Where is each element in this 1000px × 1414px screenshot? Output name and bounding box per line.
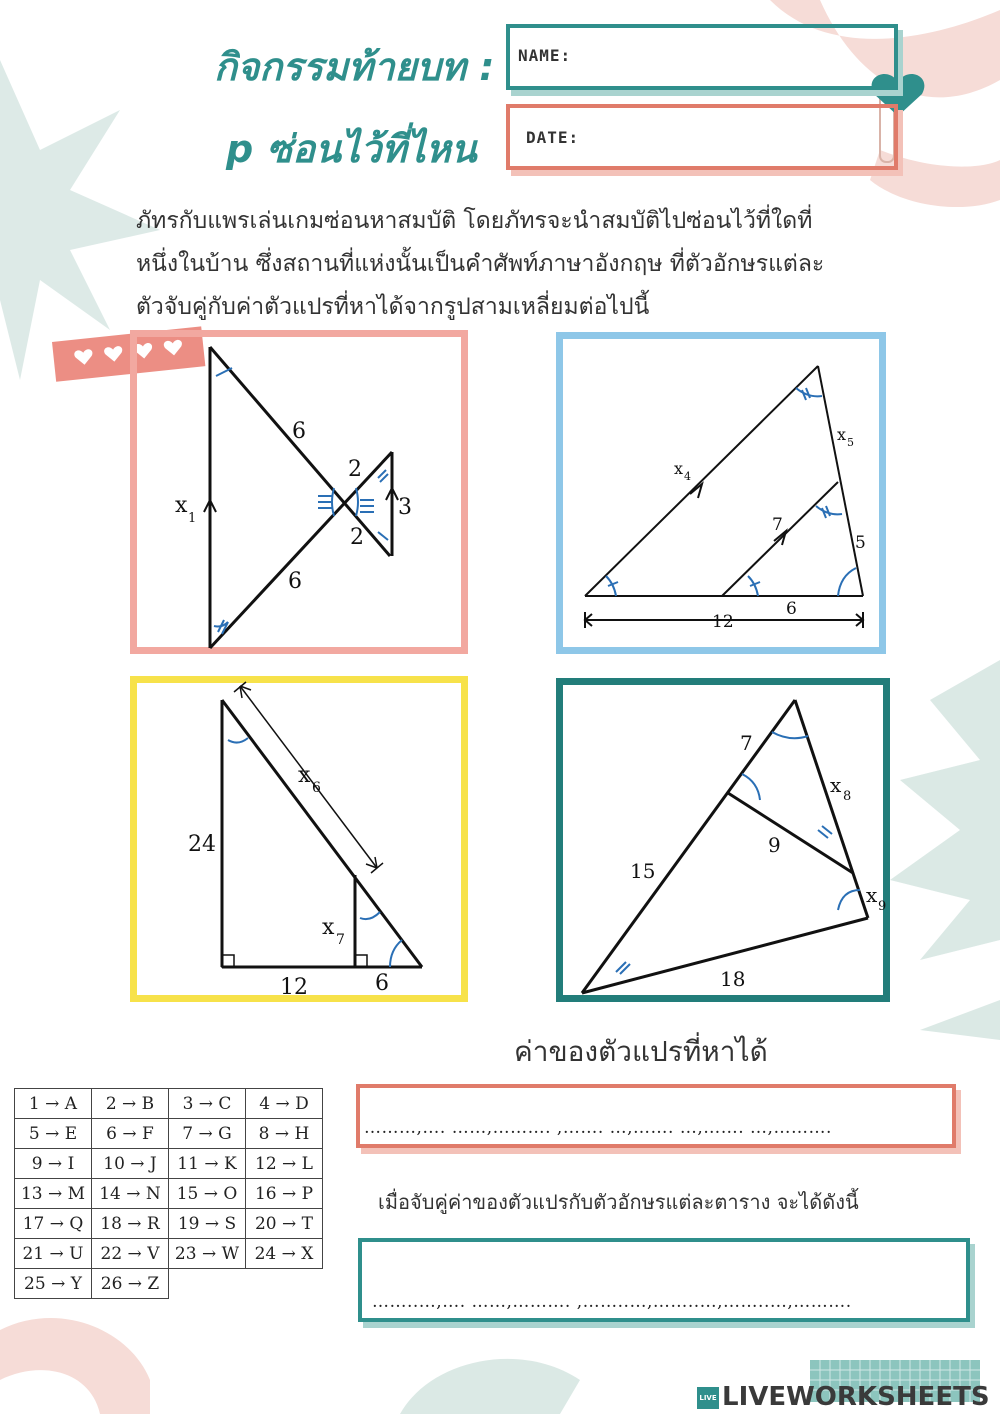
fig2-label-7: 7	[772, 515, 783, 535]
fig4-x8-label: x	[830, 773, 842, 797]
fig3-x7-sub: 7	[336, 932, 345, 948]
fig1-label-2a: 2	[348, 457, 362, 482]
date-label: DATE:	[526, 128, 580, 147]
figure-1	[204, 347, 398, 648]
fig3-label-6: 6	[375, 971, 389, 996]
values-heading: ค่าของตัวแปรที่หาได้	[514, 1035, 768, 1068]
fig2-label-5: 5	[855, 533, 866, 553]
map-cell: 20 → T	[246, 1209, 323, 1239]
fig2-label-12: 12	[712, 612, 734, 632]
map-cell: 3 → C	[169, 1089, 246, 1119]
logo-badge-icon: LIVE	[697, 1387, 719, 1409]
letter-map-table	[14, 1088, 323, 1299]
table-row	[15, 1089, 323, 1119]
map-cell: 26 → Z	[92, 1269, 169, 1299]
map-cell: 24 → X	[246, 1239, 323, 1269]
fig4-x9-label: x	[866, 883, 878, 907]
fig4-label-15: 15	[630, 859, 656, 883]
table-row	[15, 1179, 323, 1209]
intro-line-1: ภัทรกับแพรเล่นเกมซ่อนหาสมบัติ โดยภัทรจะนำสมบัติไปซ่อนไว้ที่ใดที่	[136, 208, 813, 234]
fig3-x6-label: x	[298, 763, 311, 788]
figure-4	[582, 700, 868, 993]
map-cell: 5 → E	[15, 1119, 92, 1149]
fig2-label-6: 6	[786, 599, 797, 619]
fig3-label-24: 24	[188, 832, 216, 857]
fig4-x9-sub: 9	[878, 899, 887, 914]
fig1-label-6a: 6	[292, 419, 306, 444]
table-row	[15, 1239, 323, 1269]
map-cell: 15 → O	[169, 1179, 246, 1209]
fig3-label-12: 12	[280, 975, 308, 1000]
title-line-2: p ซ่อนไว้ที่ไหน	[226, 127, 477, 171]
fig3-x6-sub: 6	[312, 780, 321, 796]
map-cell: 25 → Y	[15, 1269, 92, 1299]
fig1-label-2b: 2	[350, 525, 364, 550]
letters-answer-box[interactable]	[358, 1238, 970, 1322]
values-answer-box[interactable]	[356, 1084, 956, 1148]
fig4-x8-sub: 8	[843, 789, 852, 804]
liveworksheets-logo	[697, 1382, 990, 1412]
map-cell: 7 → G	[169, 1119, 246, 1149]
map-cell: 8 → H	[246, 1119, 323, 1149]
map-cell: 10 → J	[92, 1149, 169, 1179]
table-row	[15, 1119, 323, 1149]
fig4-label-18: 18	[720, 967, 746, 991]
logo-text: LIVEWORKSHEETS	[722, 1382, 990, 1412]
map-cell: 13 → M	[15, 1179, 92, 1209]
instruction-text: เมื่อจับคู่ค่าของตัวแปรกับตัวอักษรแต่ละตาราง จะได้ดังนี้	[378, 1190, 859, 1214]
fig2-x5-sub: 5	[847, 436, 854, 449]
map-cell: 16 → P	[246, 1179, 323, 1209]
table-row	[15, 1149, 323, 1179]
name-label: NAME:	[518, 46, 572, 65]
fig1-label-6b: 6	[288, 569, 302, 594]
map-cell: 19 → S	[169, 1209, 246, 1239]
fig1-x-sub: 1	[188, 511, 197, 526]
map-cell: 17 → Q	[15, 1209, 92, 1239]
title-line-1: กิจกรรมท้ายบท :	[214, 45, 495, 89]
letters-dots: ……..…,…. ……,………. ,……..…,……..…,……..…,……….	[372, 1292, 852, 1312]
intro-line-2: หนึ่งในบ้าน ซึ่งสถานที่แห่งนั้นเป็นคำศัพท์ภาษาอังกฤษ ที่ตัวอักษรแต่ละ	[136, 251, 825, 277]
intro-line-3: ตัวจับคู่กับค่าตัวแปรที่หาได้จากรูปสามเหลี่ยมต่อไปนี้	[136, 294, 650, 320]
empty-cell	[246, 1269, 323, 1299]
map-cell: 11 → K	[169, 1149, 246, 1179]
map-cell: 23 → W	[169, 1239, 246, 1269]
map-cell: 6 → F	[92, 1119, 169, 1149]
map-cell: 22 → V	[92, 1239, 169, 1269]
table-row	[15, 1269, 323, 1299]
fig2-x5-label: x	[837, 425, 847, 444]
empty-cell	[169, 1269, 246, 1299]
fig4-label-9: 9	[768, 833, 781, 857]
table-row	[15, 1209, 323, 1239]
map-cell: 14 → N	[92, 1179, 169, 1209]
map-cell: 9 → I	[15, 1149, 92, 1179]
values-dots: ………,…. ……,………. ,……. …,……. …,……. …,……….	[364, 1118, 832, 1138]
map-cell: 12 → L	[246, 1149, 323, 1179]
fig2-x4-label: x	[674, 459, 684, 478]
map-cell: 1 → A	[15, 1089, 92, 1119]
fig1-x-label: x	[175, 493, 188, 518]
figure-2	[585, 366, 863, 628]
fig1-label-3: 3	[398, 495, 412, 520]
fig2-x4-sub: 4	[684, 470, 691, 483]
map-cell: 4 → D	[246, 1089, 323, 1119]
map-cell: 2 → B	[92, 1089, 169, 1119]
map-cell: 18 → R	[92, 1209, 169, 1239]
fig4-label-7: 7	[740, 731, 753, 755]
fig3-x7-label: x	[322, 915, 335, 940]
map-cell: 21 → U	[15, 1239, 92, 1269]
